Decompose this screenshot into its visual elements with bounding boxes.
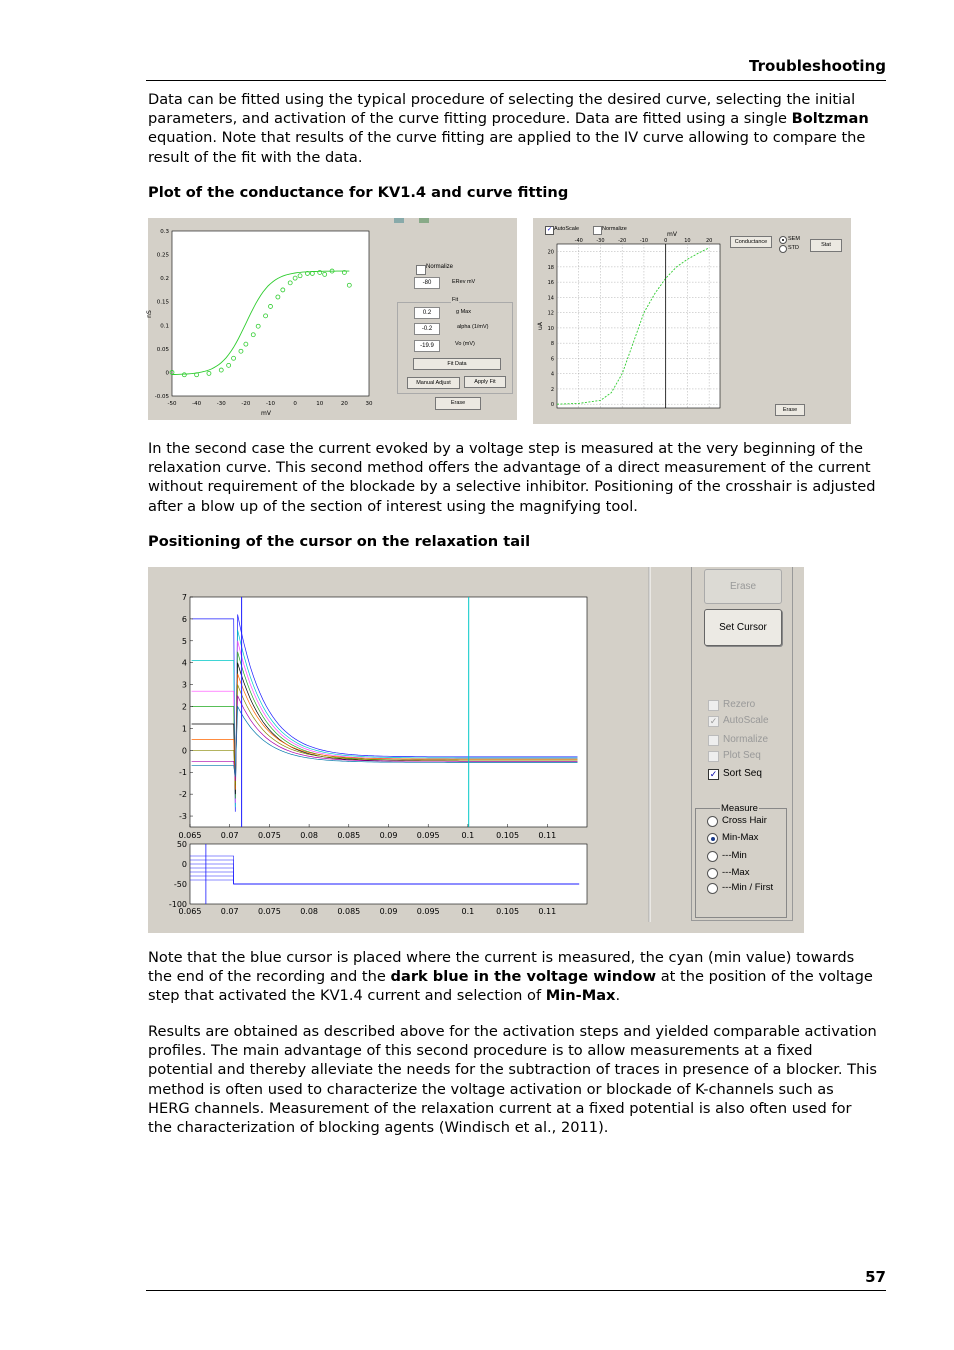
x-tick-label: 0.1 — [461, 831, 475, 840]
apply-fit-button[interactable]: Apply Fit — [464, 376, 506, 388]
erase-button[interactable]: Erase — [775, 404, 805, 416]
x-tick-label: 0.065 — [178, 831, 202, 840]
page-header — [146, 56, 886, 81]
autoscale-checkbox[interactable]: ✓ — [709, 716, 718, 726]
page-number: 57 — [865, 1268, 886, 1286]
toolbar-icon — [394, 218, 404, 223]
section-title: Troubleshooting — [749, 57, 886, 75]
x-tick-label: 0.07 — [220, 907, 239, 916]
x-tick-label: 0.095 — [416, 831, 440, 840]
y-tick-label: 12 — [547, 310, 554, 317]
x-tick-label: 0.09 — [379, 831, 398, 840]
min-radio[interactable] — [707, 851, 718, 862]
min-label: ---Min — [722, 850, 747, 861]
current-plot-area — [190, 597, 587, 827]
toolbar-icon — [419, 218, 429, 223]
min-max-radio[interactable] — [707, 833, 718, 844]
y-tick-label: 20 — [547, 249, 554, 256]
min-max-label: Min-Max — [722, 832, 759, 843]
y-tick-label: -100 — [168, 900, 187, 909]
cross-hair-radio[interactable] — [707, 816, 718, 827]
fit-group-label: Fit — [452, 297, 459, 303]
iv-window — [533, 218, 851, 424]
gmax-input[interactable]: 0.2 — [414, 307, 440, 319]
x-tick-label: 0.1 — [461, 907, 475, 916]
y-tick-label: 0.3 — [160, 229, 169, 235]
std-label: STD — [788, 245, 799, 251]
fit-window — [148, 218, 517, 420]
y-tick-label: 8 — [550, 341, 554, 348]
x-tick-label: -50 — [167, 401, 177, 407]
x-tick-label: 0.085 — [337, 831, 361, 840]
y-tick-label: 16 — [547, 280, 554, 287]
y-tick-label: 18 — [547, 264, 554, 271]
page-footer — [146, 1266, 886, 1291]
x-tick-label: -20 — [618, 238, 627, 244]
normalize-label: Normalize — [426, 264, 454, 270]
y-tick-label: -3 — [179, 812, 187, 822]
x-tick-label: 0.105 — [496, 831, 520, 840]
set-cursor-button[interactable]: Set Cursor — [704, 609, 782, 646]
y-tick-label: -2 — [179, 790, 187, 800]
alpha-input[interactable]: -0.2 — [414, 323, 440, 335]
figure2-caption: Positioning of the cursor on the relaxation tail — [148, 533, 531, 550]
y-tick-label: 0 — [165, 370, 169, 377]
stat-button[interactable]: Stat — [810, 239, 842, 252]
manual-adjust-button[interactable]: Manual Adjust — [407, 377, 460, 389]
y-tick-label: 50 — [176, 840, 187, 849]
x-tick-label: 0.07 — [220, 831, 239, 840]
min-first-label: ---Min / First — [722, 882, 774, 893]
x-tick-label: -30 — [216, 401, 226, 407]
x-tick-label: 0.095 — [416, 907, 440, 916]
conductance-button[interactable]: Conductance — [730, 236, 772, 248]
y-tick-label: 5 — [181, 636, 187, 646]
x-axis-label: mV — [261, 410, 271, 417]
y-tick-label: 6 — [550, 356, 554, 363]
voltage-plot-area — [190, 844, 587, 904]
erev-label: ERev mV — [452, 279, 476, 285]
x-tick-label: 0 — [664, 238, 668, 244]
x-tick-label: 10 — [316, 401, 324, 407]
x-tick-label: 30 — [365, 401, 373, 407]
iv-plot — [533, 218, 851, 424]
y-tick-label: 0.1 — [160, 323, 169, 330]
min-first-radio[interactable] — [707, 883, 718, 894]
vo-input[interactable]: -19.9 — [414, 340, 440, 352]
y-axis-label: uA — [537, 322, 544, 330]
x-tick-label: -10 — [639, 238, 649, 244]
y-tick-label: 4 — [181, 658, 187, 668]
sem-label: SEM — [788, 236, 800, 242]
x-tick-label: 0.075 — [257, 907, 281, 916]
y-tick-label: -1 — [179, 768, 187, 778]
rezero-checkbox[interactable] — [708, 700, 719, 711]
x-tick-label: 0.11 — [538, 831, 557, 840]
normalize-checkbox[interactable] — [416, 265, 426, 275]
std-radio[interactable] — [779, 245, 787, 253]
method2-paragraph: In the second case the current evoked by a voltage step is measured at the very beginning of the relaxation curve. This second method offers the advantage of a direct measurement of the current without requirement of the blockade by a selective inhibitor. Positioning of the crosshair is adjusted after a blow up of the section of interest using the magnifying tool. — [148, 440, 876, 515]
x-tick-label: -40 — [574, 238, 583, 244]
y-tick-label: 3 — [181, 680, 187, 690]
y-axis-label: nS — [146, 310, 153, 318]
normalize-checkbox[interactable] — [593, 226, 602, 235]
autoscale-label: AutoScale — [554, 226, 580, 232]
x-tick-label: 0.08 — [300, 907, 319, 916]
x-tick-label: -10 — [266, 401, 275, 407]
x-tick-label: 20 — [340, 401, 348, 407]
x-tick-label: 0.105 — [496, 907, 520, 916]
x-axis-label: mV — [667, 231, 677, 238]
erase-button[interactable]: Erase — [704, 569, 782, 604]
figure1-caption: Plot of the conductance for KV1.4 and curve fitting — [148, 184, 569, 201]
y-tick-label: 0 — [181, 860, 187, 869]
vo-label: Vo (mV) — [455, 341, 475, 347]
x-tick-label: 10 — [684, 238, 691, 244]
y-tick-label: 10 — [547, 325, 554, 332]
x-tick-label: 20 — [705, 238, 713, 244]
max-radio[interactable] — [707, 868, 718, 879]
relaxation-window — [148, 567, 804, 933]
x-tick-label: 0.08 — [300, 831, 319, 840]
plot-seq-label: Plot Seq — [723, 750, 761, 761]
y-tick-label: 0.05 — [156, 346, 169, 353]
cursor-note-paragraph: Note that the blue cursor is placed where the current is measured, the cyan (min value) towards the end of the recording and the dark blue in the voltage window at the position of the voltage step that activated the KV1.4 current and selection of Min-Max. — [148, 949, 873, 1005]
y-tick-label: 2 — [181, 702, 187, 712]
y-tick-label: 0.25 — [156, 252, 169, 259]
normalize-label: Normalize — [723, 734, 769, 745]
autoscale-label: AutoScale — [723, 715, 769, 726]
sort-seq-checkbox[interactable]: ✓ — [709, 769, 718, 779]
x-tick-label: -40 — [192, 401, 202, 407]
y-tick-label: 4 — [550, 371, 554, 378]
measure-group-label: Measure — [721, 803, 758, 814]
y-tick-label: 0.2 — [160, 276, 169, 283]
max-label: ---Max — [722, 867, 750, 878]
erev-input[interactable]: -80 — [414, 277, 440, 289]
x-tick-label: 0.085 — [337, 907, 361, 916]
results-paragraph: Results are obtained as described above for the activation steps and yielded comparable activation profiles. The main advantage of this second procedure is to allow measurements at a fixed potential and thereby alleviate the needs for the subtraction of traces in presence of a blocker. This method is often used to characterize the voltage activation or blockade of K-channels such as HERG channels. Measurement of the relaxation current at a fixed potential is also often used for the characterization of blocking agents (Windisch et al., 2011). — [148, 1023, 877, 1137]
sort-seq-label: Sort Seq — [723, 768, 762, 779]
alpha-label: alpha (1/mV) — [457, 324, 489, 330]
plot-seq-checkbox[interactable] — [708, 751, 719, 762]
x-tick-label: 0.065 — [178, 907, 202, 916]
y-tick-label: -0.05 — [154, 394, 169, 400]
x-tick-label: 0.11 — [538, 907, 557, 916]
sem-radio[interactable] — [779, 236, 787, 244]
y-tick-label: 14 — [547, 295, 554, 302]
erase-button[interactable]: Erase — [435, 397, 481, 410]
normalize-checkbox[interactable] — [708, 735, 719, 746]
y-tick-label: 0.15 — [156, 299, 169, 306]
x-tick-label: 0.075 — [257, 831, 281, 840]
autoscale-checkbox[interactable]: ✓ — [546, 227, 553, 233]
x-tick-label: -30 — [596, 238, 605, 244]
cross-hair-label: Cross Hair — [722, 815, 767, 826]
y-tick-label: 0 — [181, 746, 187, 756]
fit-data-button[interactable]: Fit Data — [413, 358, 501, 370]
x-tick-label: 0 — [293, 401, 297, 407]
y-tick-label: 1 — [181, 724, 187, 734]
rezero-label: Rezero — [723, 699, 756, 710]
y-tick-label: -50 — [173, 880, 187, 889]
normalize-label: Normalize — [602, 226, 627, 232]
y-tick-label: 6 — [181, 614, 187, 624]
x-tick-label: 0.09 — [379, 907, 398, 916]
y-tick-label: 2 — [550, 386, 554, 393]
y-tick-label: 7 — [181, 593, 187, 602]
gmax-label: g Max — [456, 309, 471, 315]
x-tick-label: -20 — [241, 401, 251, 407]
intro-paragraph: Data can be fitted using the typical procedure of selecting the desired curve, selecting the initial parameters, and activation of the curve fitting procedure. Data are fitted using a single Boltzman equation. Note that results of the curve fitting are applied to the IV curve allowing to compare the result of the fit with the data. — [148, 91, 869, 166]
y-tick-label: 0 — [550, 402, 554, 409]
